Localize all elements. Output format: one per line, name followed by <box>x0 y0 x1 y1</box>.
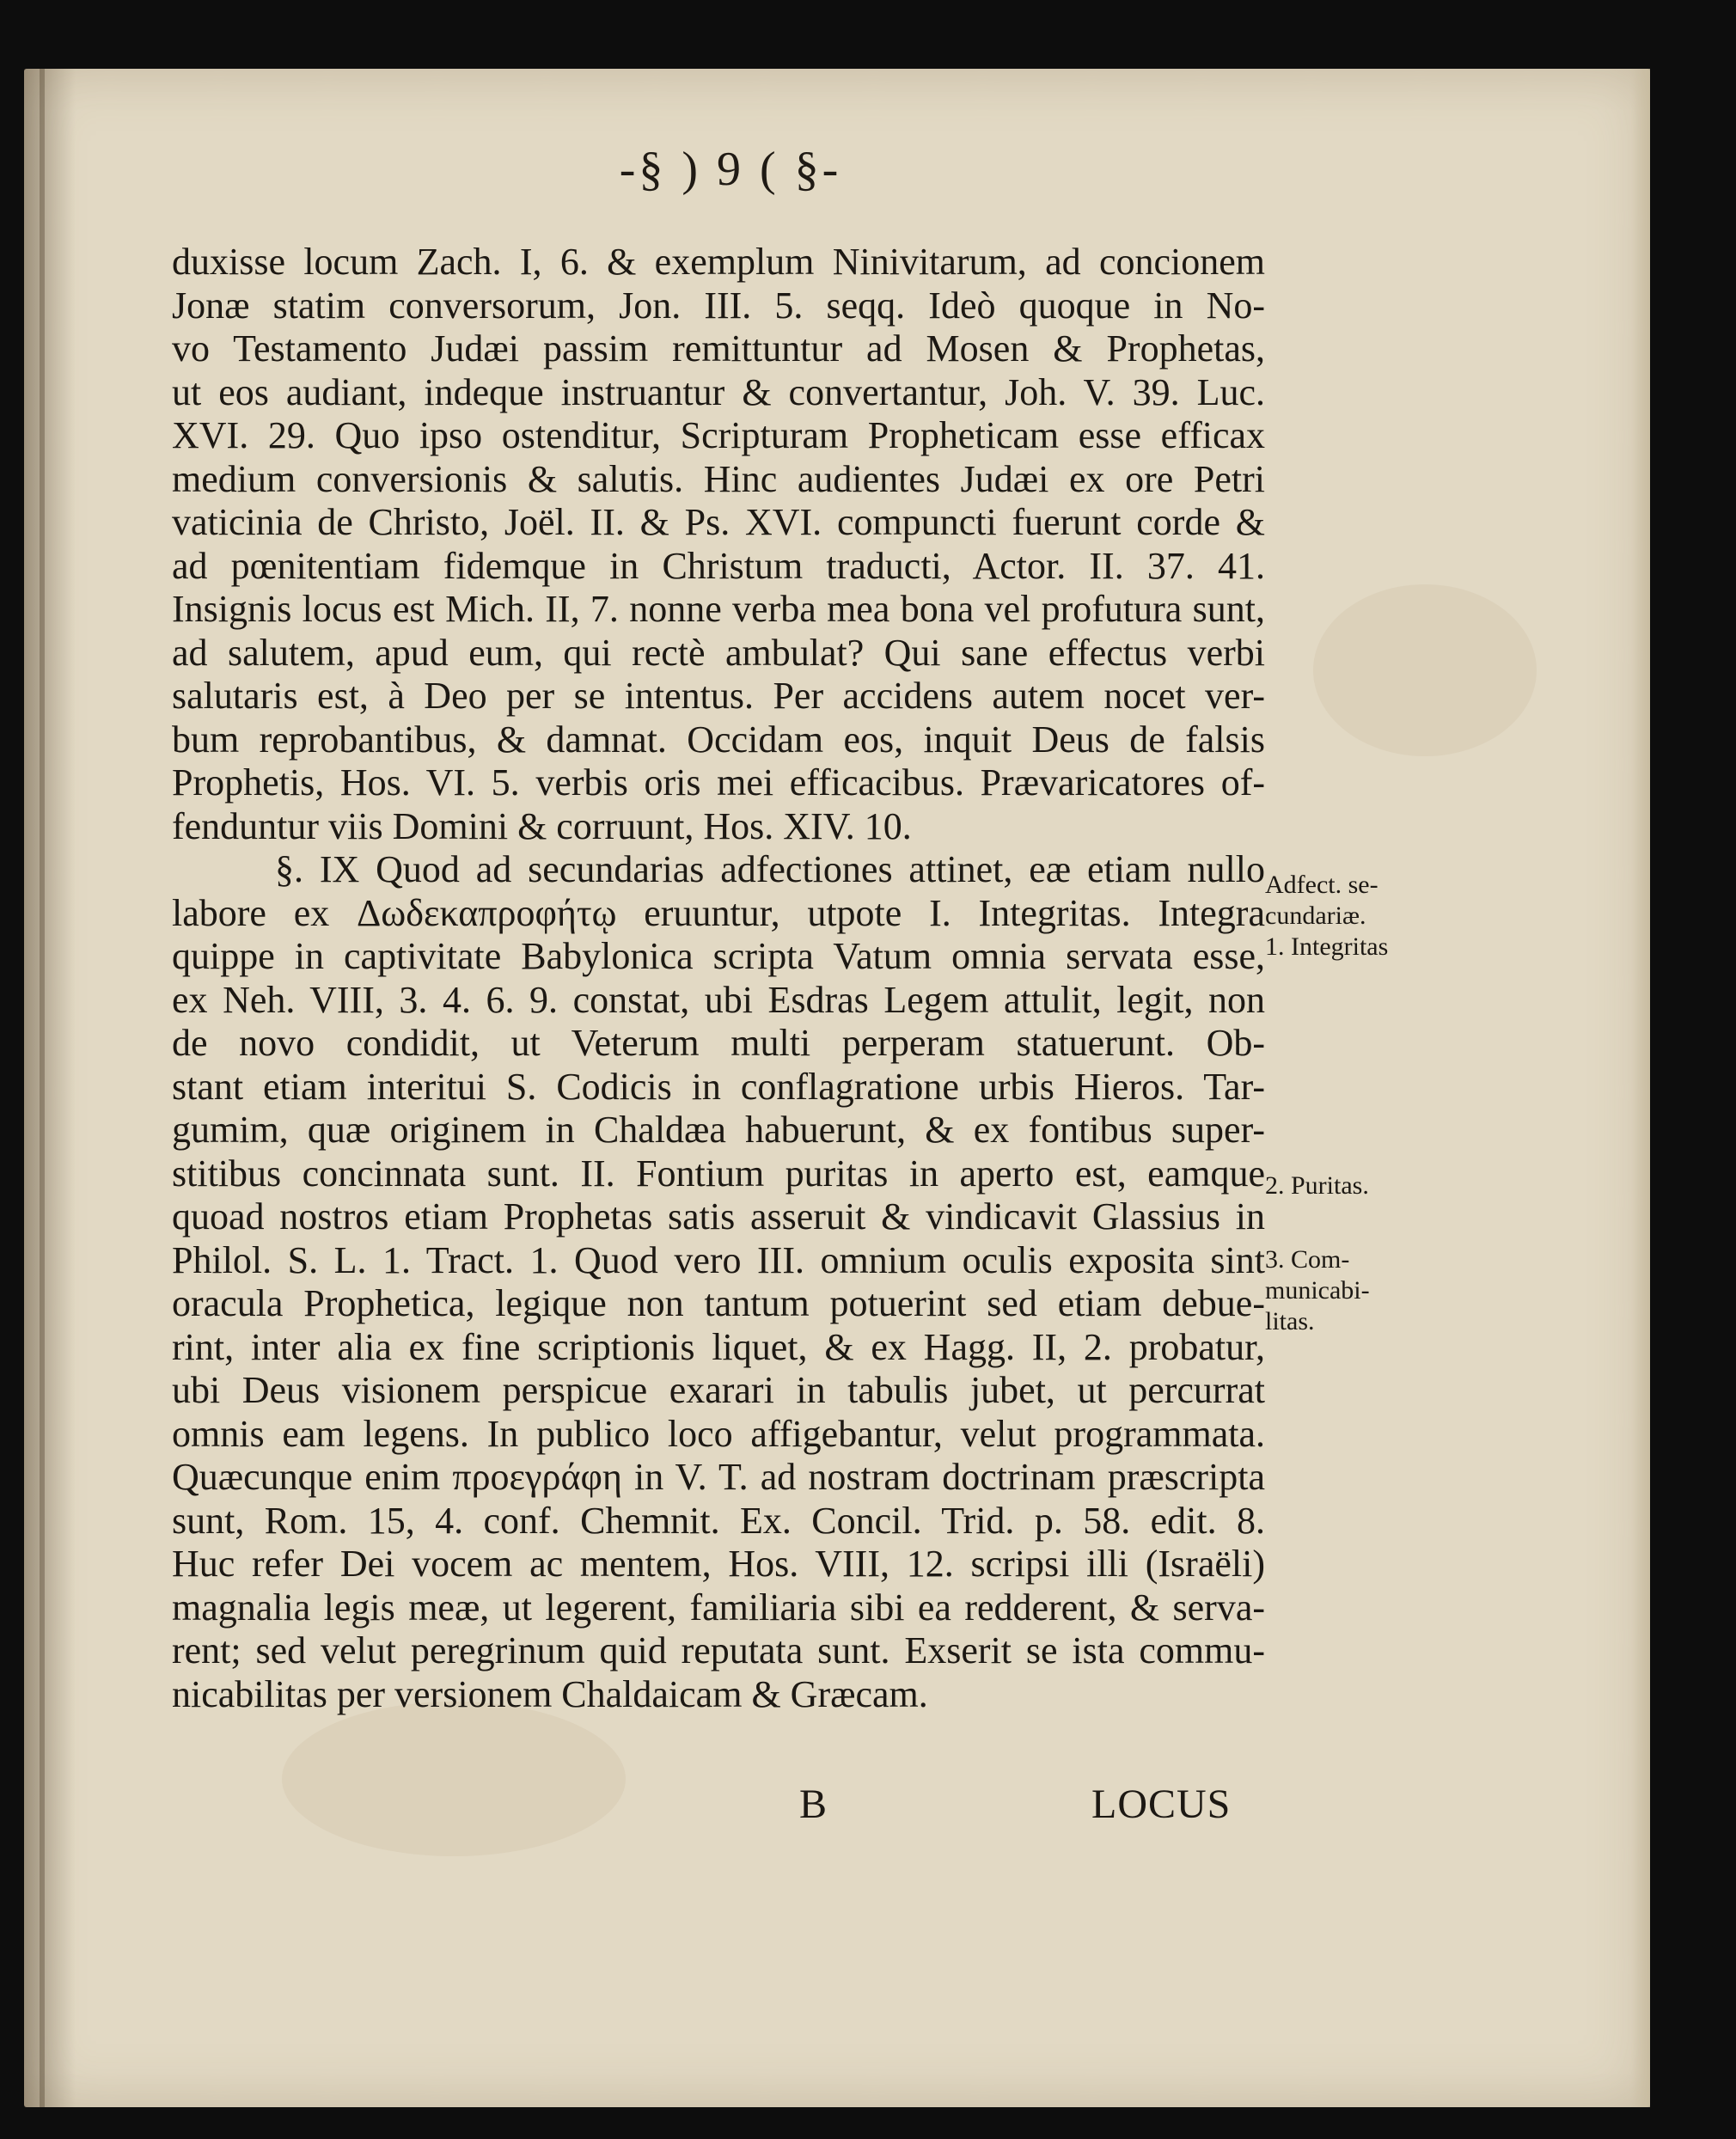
text-line: XVI. 29. Quo ipso ostenditur, Scripturam Propheticam esse efficax <box>172 414 1265 456</box>
text-line: ad pœnitentiam fidemque in Christum traducti, Actor. II. 37. 41. <box>172 544 1265 587</box>
text-line: duxisse locum Zach. I, 6. & exemplum Ninivitarum, ad concionem <box>172 241 1265 283</box>
text-line: stant etiam interitui S. Codicis in conflagratione urbis Hieros. Tar- <box>172 1065 1265 1108</box>
spine-edge <box>40 69 45 2107</box>
text-line: Prophetis, Hos. VI. 5. verbis oris mei efficacibus. Prævaricatores of- <box>172 761 1265 804</box>
text-line: fenduntur viis Domini & corruunt, Hos. XIV. 10. <box>172 804 912 847</box>
text-line: Insignis locus est Mich. II, 7. nonne verba mea bona vel profutura sunt, <box>172 588 1265 630</box>
margin-note-line: municabi- <box>1265 1276 1370 1305</box>
text-line: Jonæ statim conversorum, Jon. III. 5. seqq. Ideò quoque in No- <box>172 284 1265 327</box>
text-line: Philol. S. L. 1. Tract. 1. Quod vero III. omnium oculis exposita sint <box>172 1238 1265 1281</box>
text-line: stitibus concinnata sunt. II. Fontium puritas in aperto est, eamque <box>172 1152 1265 1195</box>
margin-note-line: 3. Com- <box>1265 1245 1350 1274</box>
margin-note-secondary-affections <box>1265 870 1420 963</box>
main-text <box>172 241 1265 1716</box>
text-line: medium conversionis & salutis. Hinc audientes Judæi ex ore Petri <box>172 457 1265 500</box>
paper-stain <box>282 1702 626 1856</box>
text-line: Quæcunque enim προεγράφη in V. T. ad nostram doctrinam præscripta <box>172 1456 1265 1498</box>
margin-note-line: Adfect. se- <box>1265 871 1378 899</box>
catchword: LOCUS <box>1091 1781 1232 1827</box>
text-line: ubi Deus visionem perspicue exarari in tabulis jubet, ut percurrat <box>172 1369 1265 1411</box>
text-line: bum reprobantibus, & damnat. Occidam eos, inquit Deus de falsis <box>172 718 1265 761</box>
text-line: ad salutem, apud eum, qui rectè ambulat? Qui sane effectus verbi <box>172 631 1265 674</box>
text-line: rint, inter alia ex fine scriptionis liquet, & ex Hagg. II, 2. probatur, <box>172 1325 1265 1368</box>
page-header: -§ ) 9 ( §- <box>619 143 842 196</box>
margin-note-line: 2. Puritas. <box>1265 1171 1369 1200</box>
text-line: nicabilitas per versionem Chaldaicam & Græcam. <box>172 1672 928 1715</box>
text-line: labore ex Δωδεκαπροφήτῳ eruuntur, utpote I. Integritas. Integra <box>172 891 1265 934</box>
margin-note-communicabilitas <box>1265 1244 1420 1337</box>
margin-note-line: cundariæ. <box>1265 901 1366 930</box>
text-line: magnalia legis meæ, ut legerent, familiaria sibi ea redderent, & serva- <box>172 1586 1265 1629</box>
text-line: gumim, quæ originem in Chaldæa habuerunt, & ex fontibus super- <box>172 1109 1265 1151</box>
text-line: salutaris est, à Deo per se intentus. Per accidens autem nocet ver- <box>172 675 1265 717</box>
text-line: ex Neh. VIII, 3. 4. 6. 9. constat, ubi Esdras Legem attulit, legit, non <box>172 978 1265 1021</box>
text-line: omnis eam legens. In publico loco affigebantur, velut programmata. <box>172 1412 1265 1455</box>
text-line: rent; sed velut peregrinum quid reputata sunt. Exserit se ista commu- <box>172 1629 1265 1671</box>
paper-stain <box>1313 584 1537 756</box>
text-line: oracula Prophetica, legique non tantum potuerint sed etiam debue- <box>172 1282 1265 1324</box>
gutter-shadow <box>24 69 76 2107</box>
text-line: vo Testamento Judæi passim remittuntur ad Mosen & Prophetas, <box>172 327 1265 370</box>
text-line: Huc refer Dei vocem ac mentem, Hos. VIII, 12. scripsi illi (Israëli) <box>172 1543 1265 1585</box>
text-line: quippe in captivitate Babylonica scripta Vatum omnia servata esse, <box>172 935 1265 977</box>
text-line: ut eos audiant, indeque instruantur & convertantur, Joh. V. 39. Luc. <box>172 370 1265 413</box>
margin-note-line: 1. Integritas <box>1265 932 1389 961</box>
text-line: sunt, Rom. 15, 4. conf. Chemnit. Ex. Concil. Trid. p. 58. edit. 8. <box>172 1499 1265 1542</box>
text-line: quoad nostros etiam Prophetas satis asseruit & vindicavit Glassius in <box>172 1195 1265 1238</box>
text-line: vaticinia de Christo, Joël. II. & Ps. XVI. compuncti fuerunt corde & <box>172 501 1265 543</box>
text-line: de novo condidit, ut Veterum multi perperam statuerunt. Ob- <box>172 1022 1265 1064</box>
margin-note-puritas <box>1265 1170 1420 1201</box>
section-start-line: §. IX Quod ad secundarias adfectiones attinet, eæ etiam nullo <box>275 848 1265 890</box>
margin-note-line: litas. <box>1265 1307 1315 1335</box>
signature-mark: B <box>799 1781 828 1827</box>
page-edge <box>1631 69 1650 2107</box>
